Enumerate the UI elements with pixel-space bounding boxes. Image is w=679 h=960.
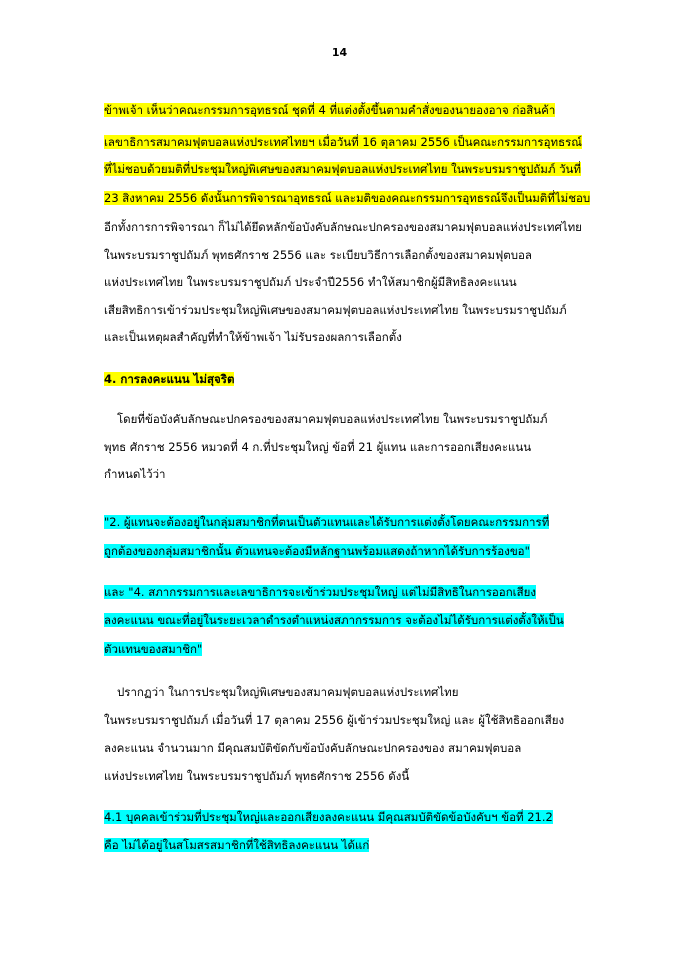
text-line: 23 สิงหาคม 2556 ดังนั้นการพิจารณาอุทธรณ์ และมติของคณะกรรมการอุทธรณ์จึงเป็นมติที่ไม่ชอบ	[104, 191, 591, 205]
text-line: ลงคะแนน ขณะที่อยู่ในระยะเวลาดำรงตำแหน่งสภากรรมการ จะต้องไม่ได้รับการแต่งตั้งให้เป็น	[104, 613, 564, 627]
page-number: 14	[331, 46, 348, 59]
text-line: กำหนดไว้ว่า	[104, 467, 166, 481]
text-line: ปรากฏว่า ในการประชุมใหญ่พิเศษของสมาคมฟุตบอลแห่งประเทศไทย	[117, 685, 459, 699]
text-line: "2. ผู้แทนจะต้องอยู่ในกลุ่มสมาชิกที่ตนเป็นตัวแทนและได้รับการแต่งตั้งโดยคณะกรรมการที่	[104, 515, 550, 529]
text-line: ในพระบรมราชูปถัมภ์ พุทธศักราช 2556 และ ระเบียบวิธีการเลือกตั้งของสมาคมฟุตบอล	[104, 248, 532, 262]
text-line: ลงคะแนน จำนวนมาก มีคุณสมบัติขัดกับข้อบังคับลักษณะปกครองของ สมาคมฟุตบอล	[104, 741, 522, 755]
text-line: และเป็นเหตุผลสำคัญที่ทำให้ข้าพเจ้า ไม่รับรองผลการเลือกตั้ง	[104, 330, 402, 344]
text-line: ข้าพเจ้า เห็นว่าคณะกรรมการอุทธรณ์ ชุดที่ 4 ที่แต่งตั้งขึ้นตามคำสั่งของนายองอาจ ก่อสินค้า	[104, 103, 556, 117]
text-line: แห่งประเทศไทย ในพระบรมราชูปถัมภ์ ประจำปี2556 ทำให้สมาชิกผู้มีสิทธิลงคะแนน	[104, 275, 517, 289]
text-line: อีกทั้งการการพิจารณา ก็ไม่ได้ยึดหลักข้อบังคับลักษณะปกครองของสมาคมฟุตบอลแห่งประเทศไทย	[104, 220, 582, 234]
text-line: ตัวแทนของสมาชิก"	[104, 642, 203, 656]
text-line: พุทธ ศักราช 2556 หมวดที่ 4 ก.ที่ประชุมใหญ่ ข้อที่ 21 ผู้แทน และการออกเสียงคะแนน	[104, 440, 532, 454]
text-line: แห่งประเทศไทย ในพระบรมราชูปถัมภ์ พุทธศักราช 2556 ดังนี้	[104, 769, 410, 783]
text-line: เสียสิทธิการเข้าร่วมประชุมใหญ่พิเศษของสมาคมฟุตบอลแห่งประเทศไทย ในพระบรมราชูปถัมภ์	[104, 303, 567, 317]
text-line: 4.1 บุคคลเข้าร่วมที่ประชุมใหญ่และออกเสียงลงคะแนน มีคุณสมบัติขัดข้อบังคับฯ ข้อที่ 21.2	[104, 810, 553, 824]
text-line: โดยที่ข้อบังคับลักษณะปกครองของสมาคมฟุตบอลแห่งประเทศไทย ในพระบรมราชูปถัมภ์	[117, 412, 548, 426]
text-line: เลขาธิการสมาคมฟุตบอลแห่งประเทศไทยฯ เมื่อวันที่ 16 ตุลาคม 2556 เป็นคณะกรรมการอุทธรณ์	[104, 135, 582, 149]
text-line: ในพระบรมราชูปถัมภ์ เมื่อวันที่ 17 ตุลาคม 2556 ผู้เข้าร่วมประชุมใหญ่ และ ผู้ใช้สิทธิออกเสียง	[104, 713, 565, 727]
text-line: และ "4. สภากรรมการและเลขาธิการจะเข้าร่วมประชุมใหญ่ แต่ไม่มีสิทธิในการออกเสียง	[104, 585, 536, 599]
text-line: ถูกต้องของกลุ่มสมาชิกนั้น ตัวแทนจะต้องมีหลักฐานพร้อมแสดงถ้าหากได้รับการร้องขอ"	[104, 544, 530, 558]
text-line: ที่ไม่ชอบด้วยมติที่ประชุมใหญ่พิเศษของสมาคมฟุตบอลแห่งประเทศไทย ในพระบรมราชูปถัมภ์ วันที่	[104, 162, 581, 176]
text-line: คือ ไม่ได้อยู่ในสโมสรสมาชิกที่ใช้สิทธิลงคะแนน ได้แก่	[104, 838, 370, 852]
section-heading: 4. การลงคะแนน ไม่สุจริต	[104, 372, 235, 386]
